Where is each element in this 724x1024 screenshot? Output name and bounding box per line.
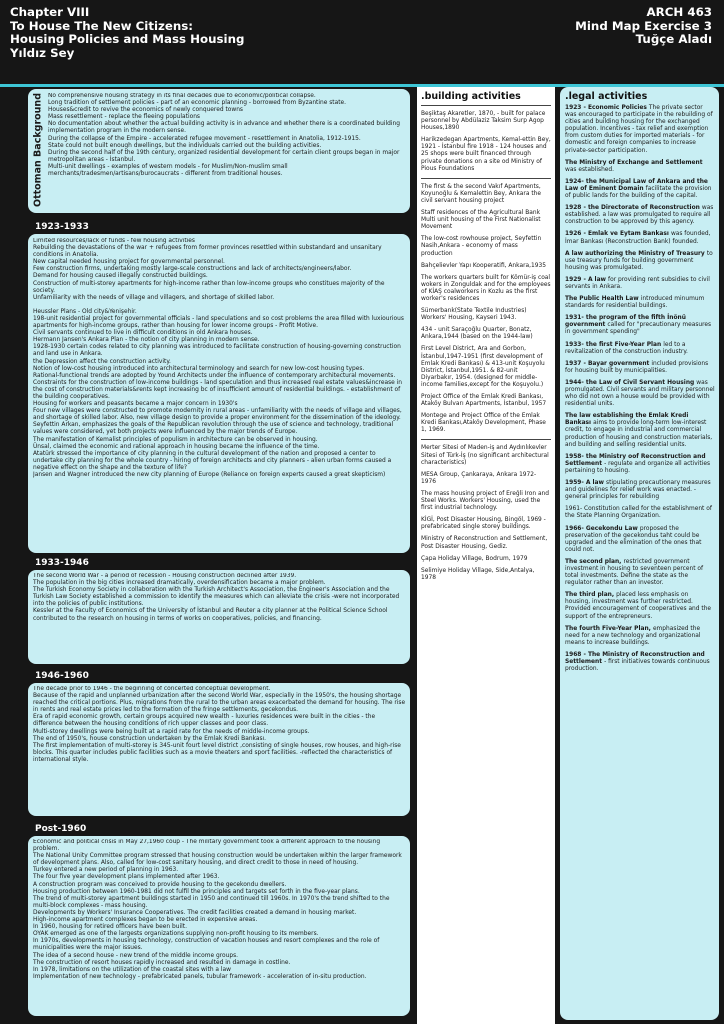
line-1923: Ünsal, claimed the economic and rational approach in housing became the influence of the time. xyxy=(33,443,320,450)
line-post1960: The National Unity Committee program stressed that housing construction would be undertaken within the larger framework of development plans. Also, called for low-cost sanitary housing, and direct credit to those in need of housing. xyxy=(33,853,402,867)
line-1923: Demand for housing caused illegally constructed buildings. xyxy=(33,273,208,280)
line-1923: 1928-1930 certain codes related to city planning was introduced to facilitate construction of housing-governing construction and land use in Ankara. xyxy=(33,344,401,358)
line-1923: New capital needed housing project for governmental personnel. xyxy=(33,259,225,266)
legal-entry-text: introduced minumum standards for residential buildings. xyxy=(565,296,705,310)
legal-entry-heading: 1931- the program of the fifth İnönü government xyxy=(565,315,686,329)
legal-entry xyxy=(565,251,715,272)
legal-entry xyxy=(565,205,715,226)
header-right-line: ARCH 463 xyxy=(646,5,712,19)
building-panel xyxy=(417,87,555,1024)
legal-entry xyxy=(565,454,715,475)
legal-entry xyxy=(565,592,715,620)
header-right-line: Mind Map Exercise 3 xyxy=(575,18,712,33)
line-post1960: The four five year development plans implemented after 1963. xyxy=(33,874,220,881)
legal-entry-heading: 1959- A law xyxy=(565,480,606,487)
legal-entry-text: was founded, İmar Bankası (Reconstruction Bank) founded. xyxy=(565,231,711,245)
ottoman-line: During the collapse of the Empire - accelerated refugee movement - resettlement in Anatolia, 1912-1915. xyxy=(48,135,361,142)
ottoman-line: No documentation about whether the actual building activity is in advance and whether there is a coordinated building implementation program in the modern sense. xyxy=(48,121,400,135)
legal-entry xyxy=(565,526,715,554)
legal-entry-heading: The second plan, xyxy=(565,558,624,565)
legal-entry-text: 1961- Constitution called for the establishment of the State Planning Organization. xyxy=(565,506,712,520)
legal-entry-text: included provisions for housing built by municipalities. xyxy=(565,360,709,374)
line-post1960: A construction program was conceived to provide housing to the gecekondu dwellers. xyxy=(33,881,287,888)
legal-entry-text: The private sector was encouraged to participate in the rebuilding of cities and building housing for the exchanged population. Incentives - tax relief and exemption from custom duties for imported materials - for domestic and foreign companies to increase private-sector participation. xyxy=(565,105,713,154)
line-post1960: Economic and political crisis in May 27,1960 coup - The military government took a different approach to the housing problem. xyxy=(33,839,381,853)
legal-entry-text: facilitate the provision of public lands for the building of the capital. xyxy=(565,185,712,200)
line-post1960: In 1978, limitations on the utilization of the coastal sites with a law xyxy=(33,966,231,973)
paragraph-gap xyxy=(33,302,406,309)
building-entry: The low-cost rowhouse project, Seyfettin Nasih,Ankara - economy of mass production xyxy=(421,236,542,257)
line-1923: the Depression affect the construction activity. xyxy=(33,358,171,365)
header-right xyxy=(575,6,712,47)
ottoman-line: Mass resettlement - replace the fleeing populations xyxy=(48,114,200,121)
legal-entry-text: was promulgated. Civil servants and military personnel who did not own a house would be provided with residential units. xyxy=(565,379,715,408)
building-entry: The workers quarters built for Kömür-iş coal wokers in Zonguldak and for the employees of KİAŞ coalworkers in Kozlu as the first worker's residences xyxy=(421,274,551,302)
legal-entry xyxy=(565,506,715,520)
building-text xyxy=(421,111,551,582)
legal-entry xyxy=(565,179,715,200)
building-title-divider xyxy=(421,105,551,106)
building-divider xyxy=(421,178,551,179)
header-left-line: To House The New Citizens: xyxy=(10,18,194,33)
legal-entry xyxy=(565,277,715,291)
line-1923: Seyfettin Arkan, emphasizes the goals of the Republican revolution through the use of science and technology, traditional values were considered, yet both projects were influenced by the major trends of Europe. xyxy=(33,422,394,436)
legal-entry xyxy=(565,480,715,501)
line-1923: Atatürk stressed the importance of city planning in the cultural development of the nation and proposed a center to undertake city planning for the whole country - hiring of foreign architects and city planners - alien urban forms caused a negative effect on the shape and the texture of life? xyxy=(33,450,392,471)
ottoman-label: Ottoman Background xyxy=(32,92,44,208)
legal-entry-text: emphasized the need for a new technology and organizational means to increase buildings. xyxy=(565,625,701,646)
legal-entry-text: restricted government investment in housing to seventeen percent of total investments. Define the state as the regulator rather than an investor. xyxy=(565,558,704,587)
line-post1960: In 1970s, developments in housing technology, construction of vacation houses and resort complexes and the role of municipalities were the major issues. xyxy=(33,938,380,952)
building-entry: Sümerbank(State Textile Industries) Workers' Housing, Kayseri 1943. xyxy=(421,308,527,322)
legal-title: .legal activities xyxy=(565,91,648,102)
line-1923: Unfamiliarity with the needs of village and villagers, and shortage of skilled labor. xyxy=(33,294,275,301)
legal-entry-heading: The third plan, xyxy=(565,592,617,599)
ottoman-line: Long tradition of settlement policies - part of an economic planning - borrowed from Byzantine state. xyxy=(48,100,347,107)
line-1933: The Turkish Economy Society in collaboration with the Turkish Architect's Association, the Engineer's Association and the Turkish Law Society established a commission to identify the measures which can alleviate the crisis -were not incorporated into the policies of public institutions. xyxy=(33,587,400,608)
line-1946: The end of 1950's, house construction undertaken by the Emlak Kredi Bankası. xyxy=(33,735,267,742)
building-entry: The mass housing project of Ereğli Iron and Steel Works. Workers' Housing, used the first industrial technology. xyxy=(421,490,550,512)
legal-entry-heading: The fourth Five-Year Plan, xyxy=(565,625,653,632)
line-1933: Kessler at the Faculty of Economics of the University of İstanbul and Reuter a city planner at the Political Science School contributed to the research on housing in terms of works on cooperatives, policies, and financing. xyxy=(33,608,388,622)
legal-entry-text: was established. a law was promulgated to require all construction to be approved by this agency. xyxy=(565,205,714,226)
legal-entry xyxy=(565,626,715,647)
building-entry: Bahçelievler Yapı Kooperatifi, Ankara,1935 xyxy=(421,262,546,269)
text-1946 xyxy=(33,686,406,814)
legal-panel xyxy=(560,87,719,1020)
building-entry: KİGİ, Post Disaster Housing, Bingöl, 1969 - prefabricated single storey buildings. xyxy=(421,517,546,531)
line-1923: Construction of multi-storey apartments for high-income rather than low-income groups who constitues majority of the society. xyxy=(33,280,385,294)
legal-entry-heading: 1923 - Economic Policies xyxy=(565,105,649,111)
legal-entry-heading: 1928 - the Directorate of Reconstruction xyxy=(565,205,702,212)
header-left-line: Housing Policies and Mass Housing xyxy=(10,32,245,47)
legal-entry-heading: The law establishing the Emlak Kredi Bankası xyxy=(565,413,689,427)
line-1923: Constraints for the construction of low-income buildings - land speculation and thus increased real estate values&increase in the cost of construction materials&rents kept increasing bc of insufficient amount of residential buildings. - establishment of the building cooperatives. xyxy=(33,379,403,400)
line-1923: Rational-functional trends are adopted by Yound Architects under the influence of contemporary architectural movements. xyxy=(33,372,396,379)
line-1933: The population in the big cities increased dramatically, overdensification became a major problem. xyxy=(33,580,326,587)
line-1923: Notion of low-cost housing introduced into architectural terminology and search for new low-cost housing types. xyxy=(33,365,365,372)
header-left xyxy=(10,6,244,60)
line-1946: Era of rapid economic growth, certain groups acquired new wealth - luxuries residences were built in the cities - the difference between the housing conditions of rich upper classes and poor class. xyxy=(33,714,376,728)
building-title: .building activities xyxy=(421,91,521,102)
ottoman-line: State could not built enough dwellings, but the individuals carried out the building activities. xyxy=(48,142,322,149)
text-1933 xyxy=(33,573,406,662)
line-1923: Civil servants continued to live in difficult conditions in old Ankara houses. xyxy=(33,330,253,337)
line-1933: The second World War - a period of recession - Housing construction declined after 1939. xyxy=(33,573,297,579)
legal-entry xyxy=(565,231,715,245)
legal-entry-text: was established. xyxy=(565,166,615,173)
legal-entry-text: stipulating precautionary measures and guidelines for relief work was enacted. - general principles for rebuilding xyxy=(565,480,711,501)
legal-entry-heading: 1944- the Law of Civil Servant Housing xyxy=(565,379,697,386)
building-entry: Staff residences of the Agricultural Bank Multi unit housing of the First Nationalist Movement xyxy=(421,210,541,231)
section-title-1946: 1946-1960 xyxy=(30,670,412,682)
legal-entry xyxy=(565,361,715,375)
legal-entry-text: - regulate and organize all activities pertaining to housing. xyxy=(565,460,711,474)
legal-entry-heading: 1926 - Emlak ve Eytam Bankası xyxy=(565,231,671,238)
line-post1960: In 1960, housing for retired officers have been built. xyxy=(33,924,187,931)
section-title-1933: 1933-1946 xyxy=(30,557,412,569)
line-post1960: Developments by Workers' Insurance Cooperatives. The credit facilities created a demand in housing market. xyxy=(33,909,357,916)
building-entry: Harikzedegan Apartments, Kemal-ettin Bey, 1921 - İstanbul fire 1918 - 124 houses and 25 shops were built financed through private donations on a site od Ministry of Pious Foundations xyxy=(421,137,551,172)
line-1923: 198-unit residential project for governmental officials - land speculations and so cost problems the area filled with luxiourious apartments for high-income groups, rather than housing for lower income groups - Profit Motive. xyxy=(33,315,404,330)
building-entry: The first & the second Vakıf Apartments, Koyunoğlu & Kemalettin Bey, Ankara the civil servant housing project xyxy=(421,183,541,204)
line-1923: Limited resources/lack of funds - few housing activities xyxy=(33,238,195,244)
header-left-line: Yıldız Sey xyxy=(10,45,75,60)
line-1946: The decade prior to 1946 - the beginning of concerted conceptual development. xyxy=(33,686,271,692)
legal-entry xyxy=(565,559,715,587)
line-1923: Jansen and Wagner introduced the new city planning of Europe (Reliance on foreign experts caused a great skepticism) xyxy=(33,472,386,478)
line-post1960: The construction of resort houses rapidly increased and resulted in damage in costline. xyxy=(33,959,291,966)
legal-entry-text: placed less emphasis on housing, investment was further restricted. Provided encouragement of cooperatives and the support of the entrepreneurs. xyxy=(565,592,712,620)
legal-entry-text: led to a revitalization of the construction industry. xyxy=(565,341,688,355)
legal-entry-heading: A law authorizing the Ministry of Treasury xyxy=(565,250,707,257)
legal-text xyxy=(565,105,715,673)
legal-entry xyxy=(565,315,715,336)
legal-entry-text: - first initiatives towards continuous production. xyxy=(565,659,710,673)
text-post1960 xyxy=(33,839,406,1014)
panel-1933 xyxy=(28,570,410,664)
legal-entry-heading: 1937 - Bayar government xyxy=(565,360,652,367)
building-entry: MESA Group, Çankaraya, Ankara 1972-1976 xyxy=(421,471,537,485)
legal-entry-heading: The Public Health Law xyxy=(565,296,641,303)
header-left-line: Chapter VIII xyxy=(10,5,90,19)
panel-post1960 xyxy=(28,836,410,1016)
legal-entry-text: to use treasury funds for building government housing was promulgated. xyxy=(565,250,713,271)
line-post1960: Housing production between 1960-1981 did not fulfil the principles and targets set forth in the five-year plans. xyxy=(33,888,360,895)
legal-entry xyxy=(565,380,715,408)
legal-entry-text: proposed the preservation of the gecekondus taht could be upgraded and the elimination of the ones that could not. xyxy=(565,525,702,553)
legal-entry-heading: The Ministry of Exchange and Settlement xyxy=(565,159,703,166)
building-entry: Selimiye Holiday Village, Side,Antalya, 1978 xyxy=(421,567,535,581)
line-1923: Few construction firms, undertaking mostly large-scale constructions and lack of architects/engineers/labor. xyxy=(33,266,352,273)
ottoman-line: Houses&credit to revive the economics of newly conquered towns xyxy=(48,107,243,114)
panel-1946 xyxy=(28,683,410,816)
line-1923: Rebuilding the devastations of the war + refugees from former provinces resettled within substandard and unsanitary conditions in Anatolia. xyxy=(33,245,382,259)
line-post1960: High-income apartment complexes began to be erected in expensive areas. xyxy=(33,917,258,924)
legal-entry xyxy=(565,413,715,448)
legal-entry xyxy=(565,296,715,310)
legal-entry-heading: 1968 - The Ministry of Reconstruction and Settlement xyxy=(565,651,705,665)
ottoman-line: No comprehensive housing strategy in its final decades due to economic/political collapse. xyxy=(48,93,316,99)
legal-entry-heading: 1924- the Municipal Law of Ankara and the Law of Eminent Domain xyxy=(565,178,708,192)
building-entry: Montege and Project Office of the Emlak Kredi Bankası,Ataköy Development, Phase 1, 1969. xyxy=(421,413,546,434)
legal-entry xyxy=(565,160,715,174)
line-1946: Multi-storey dwellings were being built at a rapid rate for the needs of middle-income groups. xyxy=(33,728,310,735)
header-right-line: Tuğçe Aladı xyxy=(635,32,712,47)
legal-entry-heading: 1966- Gecekondu Law xyxy=(565,525,640,532)
line-post1960: Turkey entered a new period of planning in 1963. xyxy=(33,867,179,874)
building-entry: Project Office of the Emlak Kredi Bankası, Ataköy Bulvarı Apartments, İstanbul, 1957 xyxy=(421,394,547,408)
section-title-1923: 1923-1933 xyxy=(30,221,412,233)
panel-1923 xyxy=(28,234,410,553)
legal-entry-text: aims to provide long-term low-interest credit, to engage in industrial and commercial production of housing and construction materials, and building and selling residential units. xyxy=(565,420,713,448)
legal-entry-heading: 1933- the first Five-Year Plan xyxy=(565,341,664,348)
header xyxy=(0,0,724,84)
line-1923: Four new villages were constructed to promote modernity in rural areas - unfamiliarity with the needs of village and villages, and shortage of skilled labor. Also, new village design to provide a proper environment for the dissemination of the ideology. xyxy=(33,408,402,422)
ottoman-line: During the second half of the 19th century, organized residential development for certain client groups began in major metropolitan areas - İstanbul. xyxy=(48,149,400,163)
line-post1960: Implementation of new technology - prefabricated panels, tubular framework - acceleration of in-situ production. xyxy=(33,973,367,980)
legal-entry-text: called for "precautionary measures in government spending" xyxy=(565,322,712,336)
line-1923: Heussler Plans - Old city&Yenişehir. xyxy=(33,308,137,315)
line-1946: The first implementation of multi-storey is 345-unit fourt level district ,consisting of single houses, row houses, and high-rise blocks. This quarter includes public facilities such as a movie theaters and sport facilities. -reflected the characteristics of international style. xyxy=(33,742,401,763)
legal-entry-text: for providing rent subsidies to civil servants in Ankara. xyxy=(565,276,710,290)
building-entry: Merter Sitesi of Maden-iş and Aydınlıkevler Sitesi of Türk-İş (no significant architectural characteristics) xyxy=(421,445,549,466)
line-1923: Housing for workers and peasants became a major concern in 1930's xyxy=(33,401,238,408)
legal-entry xyxy=(565,342,715,356)
line-1923: Hermann Jansen's Ankara Plan - the notion of city planning in modern sense. xyxy=(33,337,260,344)
building-entry: 434 - unit Saraçoğlu Quarter, Bonatz, Ankara,1944 (based on the 1944-law) xyxy=(421,327,533,341)
building-entry: First Level District, Ara and Gorbon, İstanbul,1947-1951 (first development of Emlak Kredi Bankası) & 413-unit Koşuyolu District, İstanbul,1951. & 82-unit Diyarbakır, 1954. (designed for middle-income families,except for the Koşuyolu.) xyxy=(421,346,545,388)
section-title-post1960: Post-1960 xyxy=(30,823,412,835)
line-1923: The manifestation of Kemalist principles of populism in architecture can be observed in housing. xyxy=(33,436,318,443)
ottoman-text xyxy=(48,93,406,211)
building-entry: Beşiktaş Akaretler, 1870, - built for palace personnel by Abdülaziz Taksim Surp Agop Houses,1890 xyxy=(421,111,546,132)
legal-entry-heading: 1929 - A law xyxy=(565,276,609,283)
legal-entry-heading: 1958- the Ministry oof Reconstruction and Settlement xyxy=(565,453,706,467)
ottoman-line: Multi-unit dwellings - examples of western models - for Muslim/Non-muslim small merchants/tradesmen/artisans/burocaucrats - different from traditional houses. xyxy=(48,163,288,178)
line-post1960: The idea of a second house - new trend of the middle income groups. xyxy=(33,952,239,959)
building-divider xyxy=(421,439,551,440)
line-post1960: OYAK emerged as one of the largests organizations supplying non-profit housing to its members. xyxy=(33,931,319,938)
text-1923 xyxy=(33,238,406,551)
line-post1960: The trend of multi-storey apartment buildings started in 1950 and continued till 1960s. In 1970's the trend shifted to the multi-block complexes - mass housing. xyxy=(33,895,390,909)
legal-entry xyxy=(565,652,715,673)
legal-entry xyxy=(565,105,715,155)
building-entry: Çapa Holiday Village, Bodrum, 1979 xyxy=(421,555,528,562)
building-entry: Ministry of Reconstruction and Settlement, Post Disaster Housing, Gediz. xyxy=(421,536,548,550)
line-1946: Because of the rapid and unplanned urbanization after the second World War, especially in the 1950's, the housing shortage reached the critical portions. Plus, migrations from the rural to the urban areas exacerbated the demand for housing. The rise in rents and real estate prices led to the formation of the fringe settlements, gecekondus. xyxy=(33,693,406,714)
